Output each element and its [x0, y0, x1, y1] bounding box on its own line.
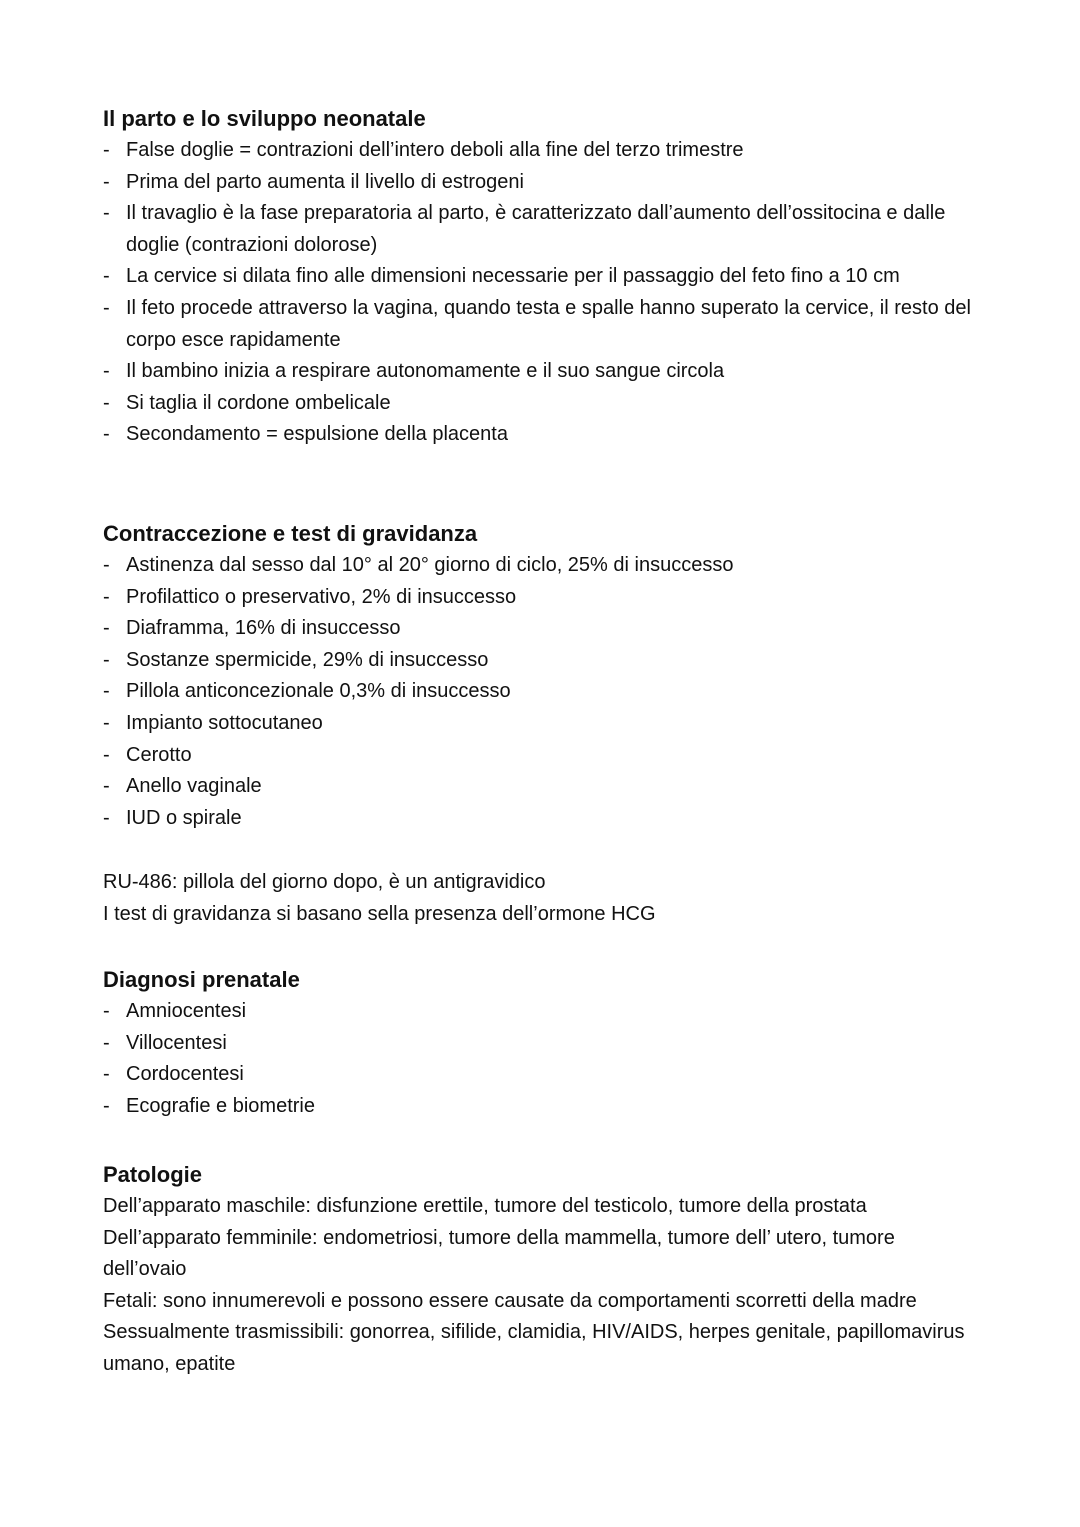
section-diagnosi: [103, 964, 983, 1122]
note-paragraph: I test di gravidanza si basano sella presenza dell’ormone HCG: [103, 902, 656, 925]
list-item: - Profilattico o preservativo, 2% di insuccesso: [103, 582, 983, 614]
section-parto: [103, 103, 983, 451]
note-paragraph: RU-486: pillola del giorno dopo, è un antigravidico: [103, 871, 546, 893]
list-item: - Villocentesi: [103, 1028, 983, 1060]
list-item: - La cervice si dilata fino alle dimensioni necessarie per il passaggio del feto fino a 10 cm: [103, 261, 983, 293]
list-item: - Si taglia il cordone ombelicale: [103, 388, 983, 420]
list-item: - Diaframma, 16% di insuccesso: [103, 613, 983, 645]
list-item: - Amniocentesi: [103, 996, 983, 1028]
list-item: - Ecografie e biometrie: [103, 1091, 983, 1123]
list-item: - Secondamento = espulsione della placenta: [103, 419, 983, 451]
section-title: Contraccezione e test di gravidanza: [103, 521, 478, 546]
section-title: Diagnosi prenatale: [103, 967, 300, 992]
list-item: - Prima del parto aumenta il livello di estrogeni: [103, 167, 983, 199]
list-item: - Sostanze spermicide, 29% di insuccesso: [103, 645, 983, 677]
section-patologie: [103, 1159, 983, 1381]
bullet-list: [103, 550, 983, 834]
list-item: - Il feto procede attraverso la vagina, quando testa e spalle hanno superato la cervice, il resto del corpo esce rapidamente: [103, 293, 983, 356]
pathology-paragraph: Sessualmente trasmissibili: gonorrea, sifilide, clamidia, HIV/AIDS, herpes genitale, papillomavirus umano, epatite: [103, 1321, 965, 1375]
list-item: - Il travaglio è la fase preparatoria al parto, è caratterizzato dall’aumento dell’ossitocina e dalle doglie (contrazioni dolorose): [103, 198, 983, 261]
pathology-paragraph: Dell’apparato maschile: disfunzione erettile, tumore del testicolo, tumore della prostata: [103, 1195, 867, 1217]
contraccezione-notes: [103, 867, 983, 930]
bullet-list: [103, 996, 983, 1122]
pathology-paragraph: Dell’apparato femminile: endometriosi, tumore della mammella, tumore dell’ utero, tumore dell’ovaio: [103, 1226, 895, 1281]
list-item: - Impianto sottocutaneo: [103, 708, 983, 740]
list-item: - Cerotto: [103, 740, 983, 772]
list-item: - False doglie = contrazioni dell’intero deboli alla fine del terzo trimestre: [103, 135, 983, 167]
pathology-paragraph: Fetali: sono innumerevoli e possono essere causate da comportamenti scorretti della madre: [103, 1289, 917, 1312]
section-title: Il parto e lo sviluppo neonatale: [103, 106, 426, 131]
list-item: - Anello vaginale: [103, 771, 983, 803]
list-item: - IUD o spirale: [103, 803, 983, 835]
section-contraccezione: [103, 518, 983, 834]
section-title: Patologie: [103, 1162, 203, 1187]
bullet-list: [103, 135, 983, 451]
list-item: - Il bambino inizia a respirare autonomamente e il suo sangue circola: [103, 356, 983, 388]
list-item: - Cordocentesi: [103, 1059, 983, 1091]
list-item: - Pillola anticoncezionale 0,3% di insuccesso: [103, 676, 983, 708]
list-item: - Astinenza dal sesso dal 10° al 20° giorno di ciclo, 25% di insuccesso: [103, 550, 983, 582]
